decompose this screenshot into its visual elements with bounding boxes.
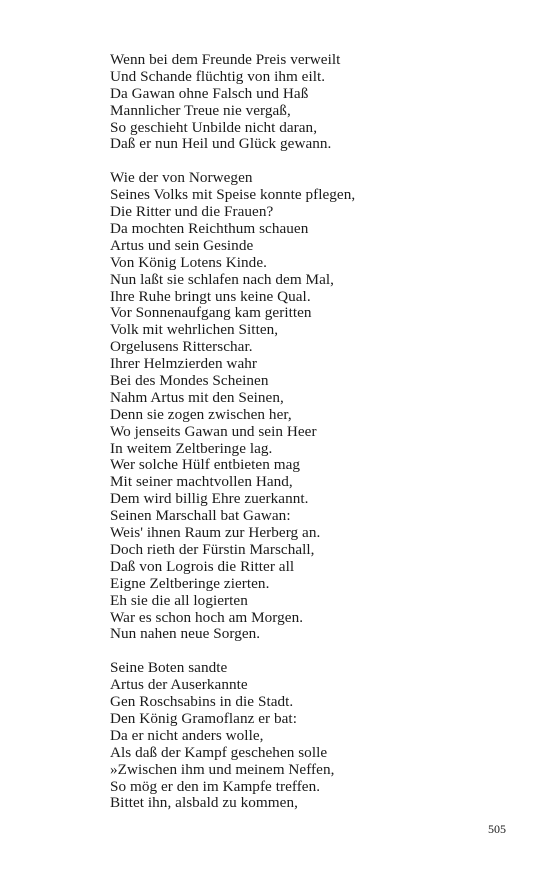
verse-line: Weis' ihnen Raum zur Herberg an. [110,524,321,542]
verse-line: Und Schande flüchtig von ihm eilt. [110,67,326,85]
verse-line: Mit seiner machtvollen Hand, [110,473,293,491]
verse-line: Ihre Ruhe bringt uns keine Qual. [110,287,311,305]
verse-line: Gen Roschsabins in die Stadt. [110,693,294,711]
verse-line: Die Ritter und die Frauen? [110,203,274,221]
verse-line: Ihrer Helmzierden wahr [110,355,257,373]
verse-line: Artus und sein Gesinde [110,236,254,254]
verse-line: Von König Lotens Kinde. [110,253,267,271]
verse-line: Wer solche Hülf entbieten mag [110,456,301,474]
verse-line: Vor Sonnenaufgang kam geritten [110,304,312,322]
verse-line: »Zwischen ihm und meinem Neffen, [110,760,335,778]
verse-line: So mög er den im Kampfe treffen. [110,777,321,795]
verse-line: Nun laßt sie schlafen nach dem Mal, [110,270,335,288]
verse-line: Eh sie die all logierten [110,591,248,609]
page-number: 505 [488,822,506,836]
verse-line: Volk mit wehrlichen Sitten, [110,321,279,339]
verse-line: Wie der von Norwegen [110,169,253,187]
verse-line: Seinen Marschall bat Gawan: [110,507,291,525]
verse-line: So geschieht Unbilde nicht daran, [110,118,318,136]
verse-line: Bittet ihn, alsbald zu kommen, [110,794,298,812]
verse-line: Mannlicher Treue nie vergaß, [110,101,291,119]
stanza [110,660,510,812]
verse-line: Da mochten Reichthum schauen [110,220,309,238]
verse-line: War es schon hoch am Morgen. [110,608,304,626]
verse-line: Den König Gramoflanz er bat: [110,709,297,727]
verse-line: Artus der Auserkannte [110,676,248,694]
verse-line: Nun nahen neue Sorgen. [110,625,261,643]
verse-line: Bei des Mondes Scheinen [110,372,269,390]
stanza [110,52,510,153]
verse-line: Daß von Logrois die Ritter all [110,557,295,575]
verse-line: Wenn bei dem Freunde Preis verweilt [110,51,341,68]
verse-line: Daß er nun Heil und Glück gewann. [110,135,332,153]
verse-line: Da Gawan ohne Falsch und Haß [110,84,309,102]
poem-text [110,52,510,829]
verse-line: Denn sie zogen zwischen her, [110,405,292,423]
stanza [110,170,510,643]
verse-line: Eigne Zeltberinge zierten. [110,574,270,592]
verse-line: In weitem Zeltberinge lag. [110,439,273,457]
verse-line: Seines Volks mit Speise konnte pflegen, [110,186,356,204]
verse-line: Dem wird billig Ehre zuerkannt. [110,490,309,508]
verse-line: Nahm Artus mit den Seinen, [110,388,284,406]
verse-line: Doch rieth der Fürstin Marschall, [110,540,315,558]
verse-line: Seine Boten sandte [110,659,228,677]
verse-line: Wo jenseits Gawan und sein Heer [110,422,317,440]
verse-line: Als daß der Kampf geschehen solle [110,743,328,761]
verse-line: Da er nicht anders wolle, [110,726,264,744]
verse-line: Orgelusens Ritterschar. [110,338,253,356]
